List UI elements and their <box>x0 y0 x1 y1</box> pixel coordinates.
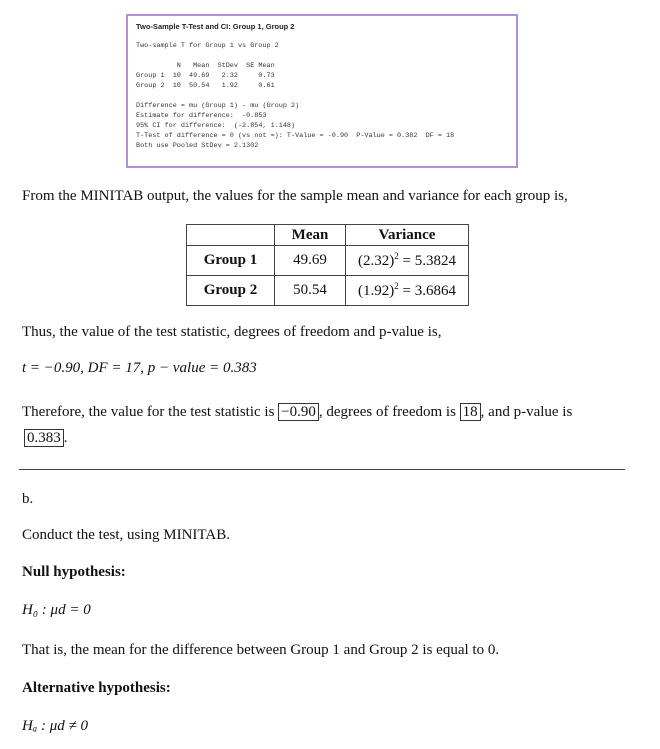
exponent: 2 <box>394 281 399 291</box>
alt-equation: Hₐ : μd ≠ 0 <box>22 718 88 734</box>
minitab-line: Group 1 10 49.69 2.32 0.73 <box>136 72 275 80</box>
sd-value: (1.92) <box>358 283 395 299</box>
variance-value: = 5.3824 <box>398 253 456 269</box>
minitab-line: Both use Pooled StDev = 2.1302 <box>136 142 259 150</box>
table-row <box>187 246 469 276</box>
stats-table <box>186 224 469 306</box>
minitab-output-box <box>126 14 518 168</box>
divider <box>19 469 625 470</box>
variance-value: = 3.6864 <box>398 283 456 299</box>
mean-cell: 50.54 <box>275 276 346 306</box>
part-b-label: b. <box>22 491 34 507</box>
minitab-line: T-Test of difference = 0 (vs not =): T-Value = -0.90 P-Value = 0.382 DF = 18 <box>136 132 455 140</box>
variance-cell <box>346 246 469 276</box>
p-answer-box: 0.383 <box>24 429 64 447</box>
variance-cell <box>346 276 469 306</box>
alt-heading: Alternative hypothesis: <box>22 680 171 696</box>
minitab-line <box>136 91 508 101</box>
exponent: 2 <box>394 251 399 261</box>
t-answer-box: −0.90 <box>278 403 319 421</box>
conclusion-line-2 <box>24 430 68 447</box>
minitab-line: Two-sample T for Group 1 vs Group 2 <box>136 42 279 50</box>
equation: t = −0.90, DF = 17, p − value = 0.383 <box>22 360 257 376</box>
table-header-blank <box>187 225 275 246</box>
minitab-line: Estimate for difference: -0.853 <box>136 112 267 120</box>
group-label: Group 2 <box>187 276 275 306</box>
table-row <box>187 276 469 306</box>
mean-cell: 49.69 <box>275 246 346 276</box>
df-answer-box: 18 <box>460 403 481 421</box>
conclusion-part2: , degrees of freedom is <box>318 404 460 420</box>
table-header-row <box>187 225 469 246</box>
conclusion-part1: Therefore, the value for the test statistic is <box>22 404 279 420</box>
conclusion-line <box>22 404 572 421</box>
minitab-line: 95% CI for difference: (-2.854, 1.148) <box>136 122 296 130</box>
intro-text: From the MINITAB output, the values for the sample mean and variance for each group is, <box>22 188 568 204</box>
table-header-mean: Mean <box>275 225 346 246</box>
minitab-line: Difference = mu (Group 1) - mu (Group 2) <box>136 102 300 110</box>
group-label: Group 1 <box>187 246 275 276</box>
conduct-text: Conduct the test, using MINITAB. <box>22 527 230 543</box>
minitab-line <box>136 51 508 61</box>
null-description: That is, the mean for the difference between Group 1 and Group 2 is equal to 0. <box>22 642 500 658</box>
minitab-title: Two-Sample T-Test and CI: Group 1, Group 2 <box>136 22 295 31</box>
minitab-line: Group 2 10 50.54 1.92 0.61 <box>136 82 275 90</box>
thus-text: Thus, the value of the test statistic, degrees of freedom and p-value is, <box>22 324 442 340</box>
minitab-line: N Mean StDev SE Mean <box>136 62 275 70</box>
conclusion-part3: , and p-value is <box>480 404 573 420</box>
null-equation: H₀ : μd = 0 <box>22 602 91 618</box>
sd-value: (2.32) <box>358 253 395 269</box>
table-header-variance: Variance <box>346 225 469 246</box>
null-heading: Null hypothesis: <box>22 564 126 580</box>
conclusion-end: . <box>63 430 68 446</box>
